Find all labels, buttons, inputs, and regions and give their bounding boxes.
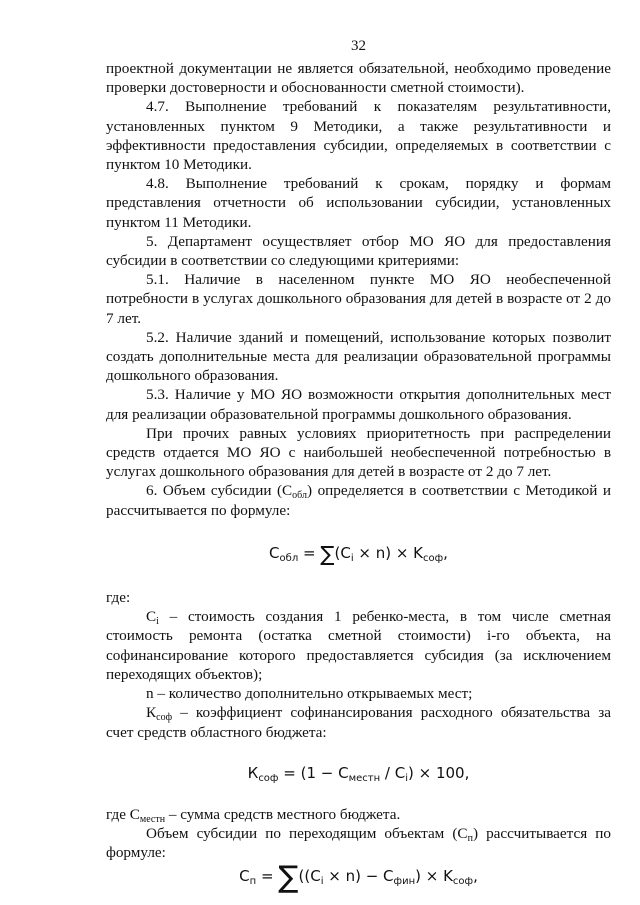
sum-symbol: ∑ xyxy=(278,859,299,895)
paragraph-5-1: 5.1. Наличие в населенном пункте МО ЯО необеспеченной потребности в услугах дошкольного образования для детей в возрасте от 2 до 7 лет. xyxy=(106,271,611,327)
formula-subsidy-total: $С_{обл} = \sum(С_i \times n) \times K_{соф}$, xyxy=(269,541,448,566)
paragraph-4-8: 4.8. Выполнение требований к срокам, порядку и формам представления отчетности об использовании субсидии, установленных пунктом 11 Методики. xyxy=(106,175,611,231)
paragraph-4-7: 4.7. Выполнение требований к показателям результативности, установленных пунктом 9 Методики, а также результативности и эффективности предоставления субсидии, определяемых в соответствии с пунктом 10 Методики. xyxy=(106,98,611,174)
paragraph-transitional: Объем субсидии по переходящим объектам $(С_п)$ рассчитывается по формуле: xyxy=(106,825,612,862)
paragraph-5-2: 5.2. Наличие зданий и помещений, использование которых позволит создать дополнительные места для реализации образовательной программы дошкольного образования. xyxy=(106,328,611,385)
definition-n: n – количество дополнительно открываемых мест; xyxy=(146,685,473,703)
paragraph-priority: При прочих равных условиях приоритетность при распределении средств отдается МО ЯО с наибольшей необеспеченной потребностью в услугах дошкольного образования для детей в возрасте от 2 до 7 лет. xyxy=(106,424,611,481)
definition-k: $К_{соф}$ – коэффициент софинансирования расходного обязательства за счет средств областного бюджета: xyxy=(106,704,611,741)
formula-transitional-objects: $С_п = \sum((С_i \times n) - С_{фин}) \times K_{соф}$, xyxy=(239,859,478,895)
document-page xyxy=(106,0,611,905)
paragraph-5: 5. Департамент осуществляет отбор МО ЯО для предоставления субсидии в соответствии со следующими критериями: xyxy=(106,232,611,270)
paragraph-5-3: 5.3. Наличие у МО ЯО возможности открытия дополнительных мест для реализации образовательной программы дошкольного образования. xyxy=(106,386,611,423)
paragraph-intro: проектной документации не является обязательной, необходимо проведение проверки достоверности и обоснованности сметной стоимости). xyxy=(106,60,611,97)
formula-cofinancing-coefficient: $К_{соф} = (1 - С_{местн} / С_i) \times 100$, xyxy=(247,763,470,784)
definition-local-budget: где $С_{местн}$ – сумма средств местного бюджета. xyxy=(106,805,401,825)
definition-ci: $С_i$ – стоимость создания 1 ребенко-места, в том числе сметная стоимость ремонта (остатка сметной стоимости) i-го объекта, на софинансирование которого предоставляется субсидия (за исключением переходящих объектов); xyxy=(106,608,611,683)
page-number: 32 xyxy=(351,38,366,54)
sum-symbol: ∑ xyxy=(320,541,335,566)
paragraph-6: 6. Объем субсидии $(С_{обл})$ определяется в соответствии с Методикой и рассчитывается по формуле: xyxy=(106,482,611,519)
where-label: где: xyxy=(106,589,131,607)
document-body xyxy=(106,59,612,895)
